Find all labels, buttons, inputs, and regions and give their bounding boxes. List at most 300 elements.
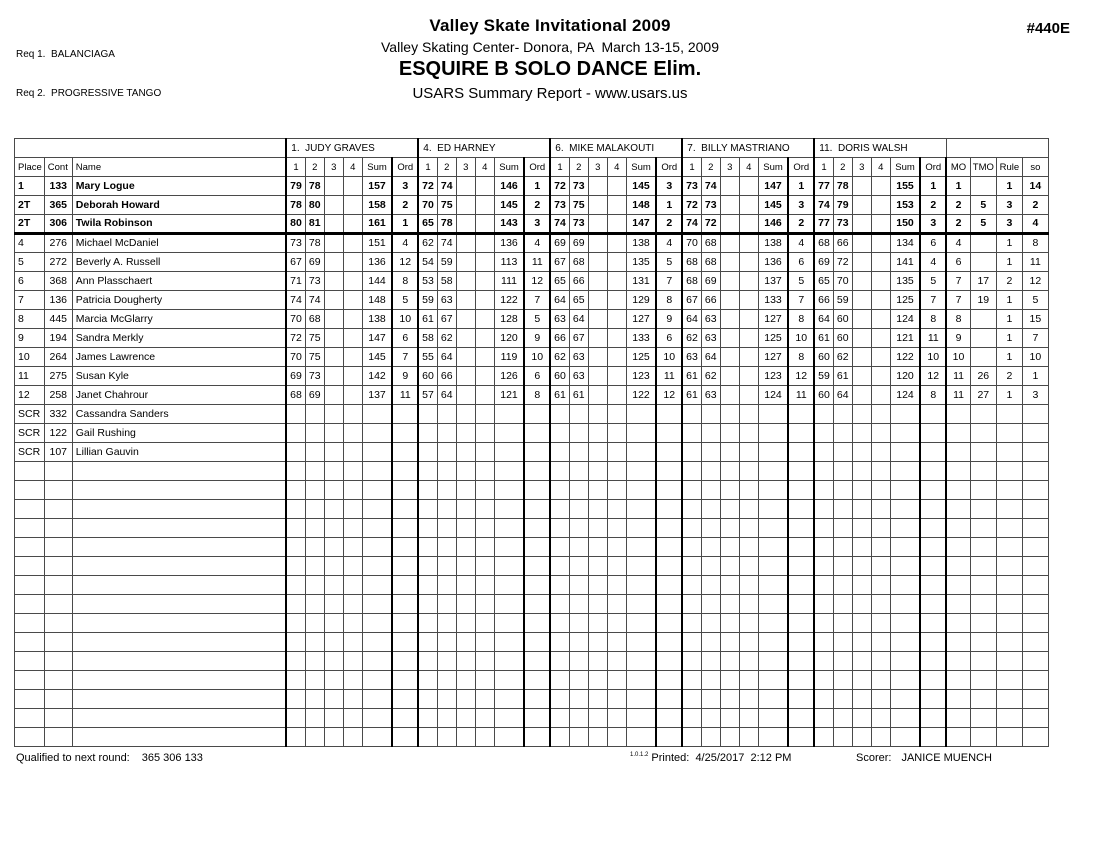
score-cell xyxy=(418,690,437,709)
sum-cell: 113 xyxy=(494,253,524,272)
ord-cell: 6 xyxy=(788,253,814,272)
score-cell: 66 xyxy=(550,329,569,348)
score-cell: 67 xyxy=(682,291,701,310)
sum-cell: 135 xyxy=(626,253,656,272)
score-cell: 68 xyxy=(701,253,720,272)
name-cell: Susan Kyle xyxy=(72,367,286,386)
score-cell xyxy=(569,500,588,519)
score-cell xyxy=(475,196,494,215)
score-cell: 61 xyxy=(682,386,701,405)
score-cell xyxy=(418,500,437,519)
score-cell xyxy=(701,690,720,709)
score-cell: 62 xyxy=(550,348,569,367)
tail-cell xyxy=(970,728,996,747)
tail-cell xyxy=(1022,633,1048,652)
col-header-2: 2 xyxy=(305,158,324,177)
place-cell: 2T xyxy=(15,196,45,215)
col-header-4: 4 xyxy=(475,158,494,177)
name-cell xyxy=(72,481,286,500)
score-cell xyxy=(852,519,871,538)
score-cell xyxy=(418,481,437,500)
score-cell xyxy=(607,557,626,576)
sum-cell: 131 xyxy=(626,272,656,291)
score-cell xyxy=(305,595,324,614)
score-cell: 62 xyxy=(833,348,852,367)
score-cell xyxy=(739,709,758,728)
score-cell: 67 xyxy=(569,329,588,348)
tail-cell xyxy=(970,500,996,519)
score-cell xyxy=(682,728,701,747)
col-header-3: 3 xyxy=(720,158,739,177)
score-cell xyxy=(569,481,588,500)
score-cell xyxy=(305,500,324,519)
place-cell xyxy=(15,519,45,538)
score-cell xyxy=(739,690,758,709)
cont-cell xyxy=(44,671,72,690)
score-cell xyxy=(720,633,739,652)
score-cell: 60 xyxy=(833,329,852,348)
score-cell xyxy=(286,671,305,690)
place-cell xyxy=(15,690,45,709)
tail-cell xyxy=(946,614,970,633)
score-cell: 59 xyxy=(418,291,437,310)
sum-cell xyxy=(494,728,524,747)
sum-cell xyxy=(890,671,920,690)
col-header-sum: Sum xyxy=(494,158,524,177)
ord-cell xyxy=(920,519,946,538)
judge-header: 4. ED HARNEY xyxy=(418,139,550,158)
sum-cell: 147 xyxy=(758,177,788,196)
score-cell xyxy=(437,405,456,424)
score-cell xyxy=(871,500,890,519)
ord-cell xyxy=(656,614,682,633)
score-cell xyxy=(607,614,626,633)
tail-cell xyxy=(1022,405,1048,424)
score-cell xyxy=(739,671,758,690)
tail-cell xyxy=(1022,538,1048,557)
ord-cell xyxy=(920,538,946,557)
score-cell: 81 xyxy=(305,215,324,234)
place-cell xyxy=(15,462,45,481)
result-row xyxy=(15,443,1049,462)
score-cell xyxy=(607,728,626,747)
ord-cell xyxy=(392,557,418,576)
sum-cell xyxy=(362,405,392,424)
cont-cell xyxy=(44,652,72,671)
tail-cell xyxy=(996,519,1022,538)
score-cell: 79 xyxy=(286,177,305,196)
score-cell: 70 xyxy=(286,348,305,367)
cont-cell: 306 xyxy=(44,215,72,234)
score-cell xyxy=(343,462,362,481)
score-cell: 59 xyxy=(833,291,852,310)
score-cell xyxy=(588,424,607,443)
score-cell xyxy=(343,576,362,595)
ord-cell: 4 xyxy=(656,234,682,253)
score-cell xyxy=(550,633,569,652)
score-cell: 66 xyxy=(833,234,852,253)
tail-cell: 3 xyxy=(996,215,1022,234)
sum-cell xyxy=(494,652,524,671)
sum-cell xyxy=(626,652,656,671)
ord-cell xyxy=(788,614,814,633)
score-cell xyxy=(456,272,475,291)
score-cell xyxy=(701,557,720,576)
score-cell xyxy=(588,481,607,500)
sum-cell: 121 xyxy=(890,329,920,348)
ord-cell: 4 xyxy=(920,253,946,272)
ord-cell xyxy=(392,671,418,690)
score-cell xyxy=(324,595,343,614)
score-cell xyxy=(682,481,701,500)
tail-cell xyxy=(996,500,1022,519)
tail-cell xyxy=(946,519,970,538)
score-cell xyxy=(852,348,871,367)
ord-cell: 4 xyxy=(392,234,418,253)
ord-cell xyxy=(524,481,550,500)
score-cell xyxy=(437,519,456,538)
sum-cell xyxy=(626,519,656,538)
sum-cell xyxy=(890,538,920,557)
score-cell xyxy=(324,310,343,329)
score-cell: 72 xyxy=(833,253,852,272)
score-cell xyxy=(418,671,437,690)
score-cell xyxy=(852,614,871,633)
score-cell xyxy=(456,215,475,234)
tail-cell xyxy=(1022,614,1048,633)
score-cell xyxy=(607,177,626,196)
score-cell xyxy=(343,253,362,272)
score-cell xyxy=(456,709,475,728)
score-cell xyxy=(607,234,626,253)
score-cell xyxy=(607,538,626,557)
score-cell xyxy=(286,557,305,576)
place-cell xyxy=(15,709,45,728)
tail-cell xyxy=(970,595,996,614)
empty-row xyxy=(15,709,1049,728)
score-cell: 72 xyxy=(701,215,720,234)
score-cell: 66 xyxy=(701,291,720,310)
score-cell xyxy=(475,633,494,652)
tail-cell xyxy=(946,595,970,614)
score-cell xyxy=(324,196,343,215)
score-cell xyxy=(833,557,852,576)
ord-cell: 6 xyxy=(392,329,418,348)
cont-cell: 264 xyxy=(44,348,72,367)
ord-cell: 10 xyxy=(524,348,550,367)
score-cell xyxy=(550,500,569,519)
score-cell xyxy=(588,519,607,538)
score-cell xyxy=(324,367,343,386)
score-cell xyxy=(569,462,588,481)
score-cell: 78 xyxy=(305,234,324,253)
ord-cell xyxy=(392,481,418,500)
score-cell xyxy=(739,253,758,272)
score-cell xyxy=(437,500,456,519)
score-cell xyxy=(739,614,758,633)
score-cell xyxy=(286,500,305,519)
score-cell xyxy=(588,709,607,728)
score-cell xyxy=(475,367,494,386)
score-cell xyxy=(305,671,324,690)
score-cell xyxy=(588,728,607,747)
score-cell: 62 xyxy=(437,329,456,348)
tail-cell xyxy=(996,557,1022,576)
score-cell xyxy=(343,690,362,709)
sum-cell: 135 xyxy=(890,272,920,291)
cont-cell: 275 xyxy=(44,367,72,386)
sum-cell: 126 xyxy=(494,367,524,386)
score-cell xyxy=(437,671,456,690)
col-header-2: 2 xyxy=(701,158,720,177)
tail-cell xyxy=(970,557,996,576)
tail-cell xyxy=(946,576,970,595)
score-cell xyxy=(437,443,456,462)
result-row xyxy=(15,367,1049,386)
tail-cell: 2 xyxy=(946,215,970,234)
tail-cell: 17 xyxy=(970,272,996,291)
score-cell xyxy=(814,405,833,424)
score-cell xyxy=(701,671,720,690)
tail-cell xyxy=(1022,462,1048,481)
score-cell xyxy=(305,614,324,633)
tail-cell xyxy=(970,462,996,481)
score-cell xyxy=(852,234,871,253)
score-cell xyxy=(588,671,607,690)
col-header-2: 2 xyxy=(833,158,852,177)
score-cell xyxy=(833,424,852,443)
col-header-1: 1 xyxy=(814,158,833,177)
ord-cell: 11 xyxy=(524,253,550,272)
score-cell xyxy=(701,405,720,424)
empty-row xyxy=(15,519,1049,538)
score-cell xyxy=(588,386,607,405)
place-cell: 5 xyxy=(15,253,45,272)
col-header-1: 1 xyxy=(286,158,305,177)
score-cell xyxy=(286,424,305,443)
score-cell xyxy=(833,443,852,462)
tail-cell: 26 xyxy=(970,367,996,386)
score-cell xyxy=(833,709,852,728)
score-cell xyxy=(343,348,362,367)
tail-cell xyxy=(996,481,1022,500)
score-cell xyxy=(852,177,871,196)
tail-cell xyxy=(946,557,970,576)
score-cell xyxy=(456,291,475,310)
place-cell: 12 xyxy=(15,386,45,405)
score-cell xyxy=(550,614,569,633)
score-cell: 75 xyxy=(305,329,324,348)
empty-row xyxy=(15,538,1049,557)
ord-cell: 2 xyxy=(656,215,682,234)
score-cell xyxy=(475,443,494,462)
tail-cell: 9 xyxy=(946,329,970,348)
place-cell: 2T xyxy=(15,215,45,234)
score-cell xyxy=(324,177,343,196)
score-cell xyxy=(607,443,626,462)
sum-cell: 158 xyxy=(362,196,392,215)
ord-cell xyxy=(524,424,550,443)
ord-cell xyxy=(524,557,550,576)
place-cell: 8 xyxy=(15,310,45,329)
score-cell: 66 xyxy=(569,272,588,291)
score-cell xyxy=(418,652,437,671)
score-cell: 60 xyxy=(418,367,437,386)
score-cell xyxy=(720,690,739,709)
version-note: 1.0.1.2 xyxy=(630,752,649,758)
score-cell xyxy=(852,386,871,405)
score-cell xyxy=(343,291,362,310)
sum-cell xyxy=(626,500,656,519)
score-cell xyxy=(871,405,890,424)
ord-cell: 5 xyxy=(920,272,946,291)
sum-cell: 123 xyxy=(626,367,656,386)
score-cell xyxy=(682,633,701,652)
tail-cell: 1 xyxy=(996,234,1022,253)
ord-cell xyxy=(392,500,418,519)
sum-cell xyxy=(890,614,920,633)
sum-cell xyxy=(890,690,920,709)
score-cell: 69 xyxy=(286,367,305,386)
score-cell xyxy=(814,481,833,500)
tail-cell xyxy=(970,633,996,652)
score-cell xyxy=(286,443,305,462)
score-cell xyxy=(720,709,739,728)
score-cell xyxy=(305,709,324,728)
score-cell xyxy=(720,614,739,633)
score-cell xyxy=(418,538,437,557)
sum-cell xyxy=(362,690,392,709)
tail-cell xyxy=(996,424,1022,443)
score-cell xyxy=(550,519,569,538)
ord-cell: 8 xyxy=(524,386,550,405)
score-cell xyxy=(607,481,626,500)
ord-cell xyxy=(656,481,682,500)
score-cell xyxy=(720,557,739,576)
header-spacer xyxy=(946,139,1048,158)
ord-cell xyxy=(788,519,814,538)
score-cell xyxy=(852,310,871,329)
score-cell: 78 xyxy=(286,196,305,215)
ord-cell xyxy=(788,443,814,462)
name-cell xyxy=(72,557,286,576)
score-cell xyxy=(814,690,833,709)
score-cell: 74 xyxy=(437,177,456,196)
ord-cell xyxy=(920,576,946,595)
score-cell xyxy=(456,690,475,709)
score-cell xyxy=(286,576,305,595)
sum-cell: 127 xyxy=(626,310,656,329)
score-cell xyxy=(305,633,324,652)
score-cell xyxy=(739,215,758,234)
col-header-sum: Sum xyxy=(626,158,656,177)
score-cell xyxy=(682,405,701,424)
tail-cell xyxy=(1022,500,1048,519)
tail-cell xyxy=(970,424,996,443)
ord-cell xyxy=(656,595,682,614)
score-cell xyxy=(324,557,343,576)
score-cell xyxy=(475,424,494,443)
score-cell xyxy=(739,652,758,671)
title-block xyxy=(0,0,1100,102)
score-cell: 63 xyxy=(701,310,720,329)
cont-cell xyxy=(44,614,72,633)
result-row xyxy=(15,215,1049,234)
score-cell xyxy=(475,576,494,595)
ord-cell xyxy=(392,519,418,538)
score-cell xyxy=(701,500,720,519)
score-cell: 69 xyxy=(305,386,324,405)
score-cell xyxy=(739,443,758,462)
score-cell xyxy=(720,215,739,234)
score-cell: 73 xyxy=(550,196,569,215)
ord-cell: 9 xyxy=(656,310,682,329)
place-cell xyxy=(15,595,45,614)
score-cell xyxy=(418,709,437,728)
score-cell xyxy=(550,424,569,443)
score-cell xyxy=(701,595,720,614)
tail-cell xyxy=(996,443,1022,462)
score-cell xyxy=(456,595,475,614)
col-header-tmo: TMO xyxy=(970,158,996,177)
ord-cell: 8 xyxy=(788,310,814,329)
score-cell xyxy=(852,500,871,519)
score-cell xyxy=(852,595,871,614)
tail-cell: 2 xyxy=(996,272,1022,291)
ord-cell xyxy=(392,405,418,424)
sum-cell: 138 xyxy=(758,234,788,253)
sum-cell xyxy=(890,576,920,595)
tail-cell xyxy=(996,652,1022,671)
score-cell: 61 xyxy=(682,367,701,386)
score-cell xyxy=(720,538,739,557)
result-row xyxy=(15,405,1049,424)
tail-cell xyxy=(946,709,970,728)
ord-cell xyxy=(392,728,418,747)
empty-row xyxy=(15,652,1049,671)
empty-row xyxy=(15,557,1049,576)
score-cell xyxy=(456,310,475,329)
score-cell xyxy=(682,519,701,538)
score-cell xyxy=(852,215,871,234)
tail-cell xyxy=(996,595,1022,614)
sum-cell xyxy=(494,633,524,652)
sum-cell: 145 xyxy=(758,196,788,215)
tail-cell xyxy=(946,462,970,481)
score-cell xyxy=(437,614,456,633)
score-cell: 63 xyxy=(569,348,588,367)
score-cell xyxy=(550,443,569,462)
place-cell: SCR xyxy=(15,405,45,424)
score-cell xyxy=(305,557,324,576)
cont-cell xyxy=(44,481,72,500)
score-cell: 69 xyxy=(550,234,569,253)
score-cell xyxy=(833,728,852,747)
sum-cell xyxy=(758,671,788,690)
score-cell xyxy=(701,728,720,747)
score-cell: 55 xyxy=(418,348,437,367)
score-cell xyxy=(588,690,607,709)
score-cell xyxy=(343,310,362,329)
score-cell xyxy=(871,690,890,709)
sum-cell xyxy=(362,576,392,595)
ord-cell xyxy=(788,690,814,709)
score-cell xyxy=(305,424,324,443)
qualified-numbers: 365 306 133 xyxy=(141,752,203,764)
sum-cell: 155 xyxy=(890,177,920,196)
score-cell xyxy=(739,405,758,424)
score-cell xyxy=(720,253,739,272)
